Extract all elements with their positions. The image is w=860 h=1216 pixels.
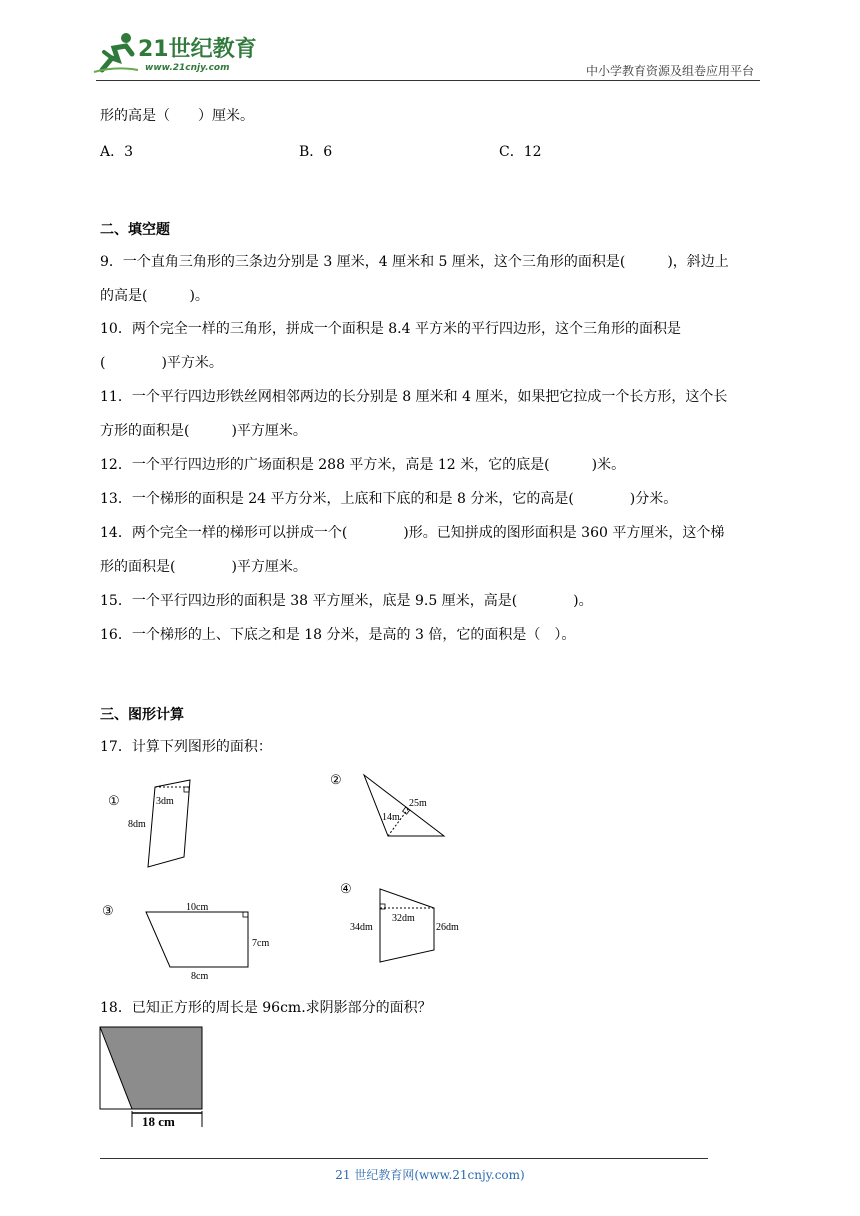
footer-divider [100,1158,708,1159]
fig4-left-label: 34dm [350,922,373,933]
fig2-hyp-label: 25m [409,798,427,809]
q10-line-2: ( )平方米。 [100,355,223,371]
q15-line: 15．一个平行四边形的面积是 38 平方厘米，底是 9.5 厘米，高是( )。 [100,593,593,609]
fig4-number: ④ [340,881,352,896]
fig1-number: ① [108,793,120,808]
header-divider [96,80,760,81]
q18-line: 18．已知正方形的周长是 96cm.求阴影部分的面积？ [100,1000,432,1016]
fig1-side-label: 8dm [128,819,146,830]
q17-figures [100,765,500,982]
fig3-bottom-label: 8cm [191,971,209,982]
section-2-title: 二、填空题 [100,222,170,238]
figure-1-parallelogram [108,780,190,867]
q14-line-2: 形的面积是( )平方厘米。 [100,559,307,575]
fig1-height-label: 3dm [156,796,174,807]
logo-url: www.21cnjy.com [145,63,230,73]
footer-text: 21 世纪教育网(www.21cnjy.com) [335,1168,525,1182]
platform-label: 中小学教育资源及组卷应用平台 [585,64,754,78]
fig3-top-label: 10cm [186,902,209,913]
q8-tail: 形的高是（ ）厘米。 [100,108,254,124]
q8-option-a: A．3 [100,144,134,160]
q11-line-1: 11．一个平行四边形铁丝网相邻两边的长分别是 8 厘米和 4 厘米，如果把它拉成一个长方形，这个长 [100,389,728,405]
fig4-width-label: 32dm [392,913,415,924]
q12-line: 12．一个平行四边形的广场面积是 288 平方米，高是 12 米，它的底是( )米。 [100,457,626,473]
fig2-number: ② [330,772,342,787]
figure-2-triangle [330,772,444,836]
q10-line-1: 10．两个完全一样的三角形，拼成一个面积是 8.4 平方米的平行四边形，这个三角形的面积是 [100,321,681,337]
logo-text: 21世纪教育 [138,37,257,62]
fig2-height-label: 14m [382,812,400,823]
fig3-number: ③ [102,903,114,918]
runner-logo-icon [92,30,140,76]
q8-option-c: C．12 [499,144,542,160]
q11-line-2: 方形的面积是( )平方厘米。 [100,423,307,439]
fig3-height-label: 7cm [252,938,270,949]
fig4-right-label: 26dm [436,922,459,933]
figure-4-trapezoid [340,881,459,962]
shaded-region [100,1027,202,1109]
q9-line-1: 9．一个直角三角形的三条边分别是 3 厘米，4 厘米和 5 厘米，这个三角形的面积是( )，斜边上 [100,254,729,270]
q17-line: 17．计算下列图形的面积： [100,739,272,755]
q9-line-2: 的高是( )。 [100,288,209,304]
figure-3-trapezoid [102,902,269,982]
q14-line-1: 14．两个完全一样的梯形可以拼成一个( )形。已知拼成的图形面积是 360 平方厘米，这个梯 [100,525,725,541]
q16-line: 16．一个梯形的上、下底之和是 18 分米，是高的 3 倍，它的面积是（ ）。 [100,627,576,643]
q8-option-b: B．6 [299,144,333,160]
q18-dim-label: 18 cm [142,1114,175,1129]
q18-figure [96,1023,208,1133]
section-3-title: 三、图形计算 [100,707,184,723]
q13-line: 13．一个梯形的面积是 24 平方分米，上底和下底的和是 8 分米，它的高是( )分米。 [100,491,678,507]
